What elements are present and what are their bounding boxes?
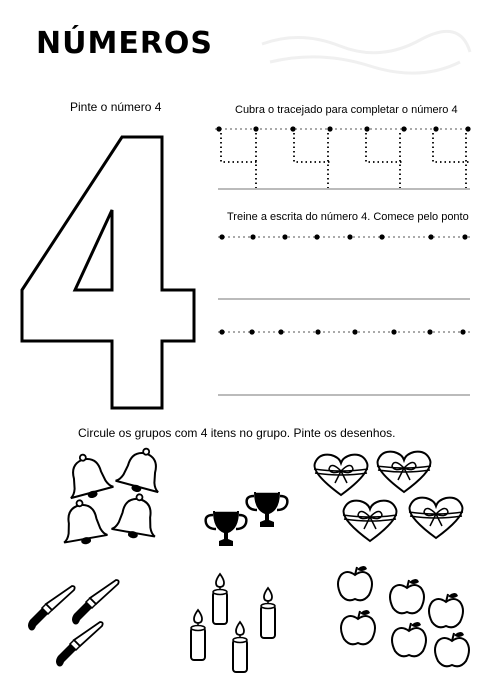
heart-icon xyxy=(409,498,463,538)
apple-icon xyxy=(341,610,375,644)
candle-group[interactable] xyxy=(191,574,275,672)
brush-group[interactable] xyxy=(28,580,119,667)
trophy-icon xyxy=(206,511,247,546)
trace-line-top xyxy=(215,126,471,131)
apple-group[interactable] xyxy=(338,566,469,666)
page-title: NÚMEROS xyxy=(36,26,214,61)
candle-icon xyxy=(191,610,205,660)
trace-digit-3 xyxy=(366,133,402,188)
bell-icon xyxy=(61,449,115,503)
practice-line-1 xyxy=(218,234,470,239)
trace-instruction: Cubra o tracejado para completar o número 4 xyxy=(235,104,458,116)
bell-group[interactable] xyxy=(57,443,168,548)
heart-group[interactable] xyxy=(314,452,463,541)
trace-digit-4 xyxy=(433,133,469,188)
bell-icon xyxy=(57,497,108,548)
practice-instruction: Treine a escrita do número 4. Comece pelo ponto xyxy=(227,211,469,223)
paint-instruction: Pinte o número 4 xyxy=(70,100,162,114)
heart-icon xyxy=(377,452,431,492)
heart-icon xyxy=(343,501,397,541)
candle-icon xyxy=(213,574,227,624)
bell-icon xyxy=(111,491,162,542)
candle-icon xyxy=(261,588,275,638)
practice-line-2 xyxy=(218,329,470,334)
paintbrush-icon xyxy=(56,622,103,667)
apple-icon xyxy=(338,566,372,600)
apple-icon xyxy=(392,622,426,656)
apple-icon xyxy=(429,593,463,627)
faint-scribble xyxy=(262,31,470,73)
trace-digit-2 xyxy=(294,133,330,188)
candle-icon xyxy=(233,622,247,672)
circle-instruction: Circule os grupos com 4 itens no grupo. Pinte os desenhos. xyxy=(78,426,396,440)
paintbrush-icon xyxy=(72,580,119,625)
trace-digit-1 xyxy=(221,133,258,188)
paintbrush-icon xyxy=(28,586,75,631)
heart-icon xyxy=(314,455,368,495)
bell-icon xyxy=(114,443,168,497)
trophy-icon xyxy=(247,492,288,527)
big-digit-four-outline xyxy=(22,137,194,408)
apple-icon xyxy=(390,579,424,613)
trophy-group[interactable] xyxy=(206,492,288,546)
apple-icon xyxy=(435,632,469,666)
